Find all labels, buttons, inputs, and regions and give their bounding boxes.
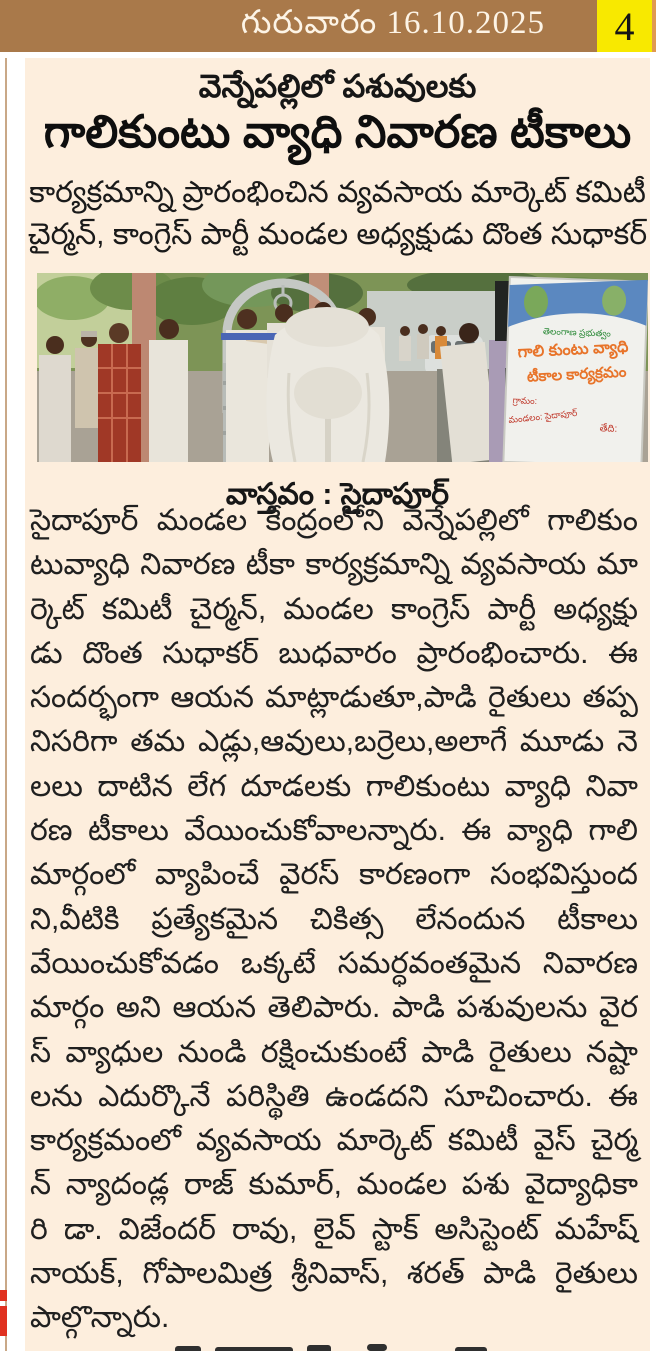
column-rule <box>5 58 7 1351</box>
photo-person <box>149 319 188 462</box>
body-line: న్ న్యాదండ్ల రాజ్ కుమార్, మండల పశు వైద్యాధికా <box>30 1168 638 1202</box>
body-line: నాయక్, గోపాలమిత్ర శ్రీనివాస్, శరత్ పాడి రైతులు <box>30 1257 638 1291</box>
body-line: మార్గంలో వ్యాపించే వైరస్ కారణంగా సంభవిస్తుంద <box>30 858 638 892</box>
banner-gov-text: తెలంగాణ ప్రభుత్వం <box>542 326 612 339</box>
right-edge-strip <box>652 0 656 52</box>
adjacent-article-sliver <box>0 1290 7 1301</box>
page-number: 4 <box>614 3 635 49</box>
body-line: ర్కెట్ కమిటీ చైర్మన్, మండల కాంగ్రెస్ పార్టీ అధ్యక్షు <box>30 592 638 626</box>
article-clipping <box>25 58 650 1351</box>
article-kicker: వెన్నేపల్లిలో పశువులకు <box>198 68 477 104</box>
body-line: సందర్భంగా ఆయన మాట్లాడుతూ,పాడి రైతులు తప్ప <box>30 681 638 715</box>
body-line: లలు దాటిన లేగ దూడలకు గాలికుంటు వ్యాధి నివా <box>30 769 638 803</box>
article-body <box>30 499 638 1341</box>
banner-field-village: గ్రామం: <box>512 395 538 407</box>
body-line: స్ వ్యాధుల నుండి రక్షించుకుంటే పాడి రైతులు నష్టా <box>30 1035 638 1069</box>
banner-field-date: తేది: <box>599 423 618 435</box>
body-line: రి డా. విజేందర్ రావు, లైవ్ స్టాక్ అసిస్టెంట్ మహేష్ <box>30 1212 638 1246</box>
body-line: మార్గం అని ఆయన తెలిపారు. పాడి పశువులను వైర <box>30 991 638 1025</box>
page-number-box <box>597 0 652 52</box>
banner-field-mandal: మండలం: సైదాపూర్ <box>507 407 578 426</box>
body-line: డు దొంత సుధాకర్ బుధవారం ప్రారంభించారు. ఈ <box>30 636 638 670</box>
photo-background-people <box>399 324 447 361</box>
body-line: వేయించుకోవడం ఒక్కటే సమర్ధవంతమైన నివారణ <box>30 946 638 980</box>
subheadline-line-2: చైర్మన్, కాంగ్రెస్ పార్టీ మండల అధ్యక్షుడు దొంత సుధాకర్ <box>27 218 648 251</box>
adjacent-article-sliver <box>0 1306 7 1336</box>
body-line: ని,వీటికి ప్రత్యేకమైన చికిత్స లేనందున టీకాలు <box>30 902 638 936</box>
news-photo-scene <box>37 273 648 462</box>
article-headline: గాలికుంటు వ్యాధి నివారణ టీకాలు <box>43 106 632 157</box>
body-line: పాల్గొన్నారు. <box>30 1301 170 1335</box>
body-line: లను ఎదుర్కొనే పరిస్థితి ఉండదని సూచించారు. ఈ <box>30 1079 638 1113</box>
subheadline-line-1: కార్యక్రమాన్ని ప్రారంభించిన వ్యవసాయ మార్కెట్ కమిటీ <box>29 176 646 209</box>
banner-title-line1: గాలి కుంటు వ్యాధి <box>517 338 629 362</box>
photo-cow <box>266 307 389 462</box>
article-subheadline <box>25 172 650 256</box>
body-line: టువ్యాధి నివారణ టీకా కార్యక్రమాన్ని వ్యవసాయ మా <box>30 548 638 582</box>
article-dateline: వాస్తవం : సైదాపూర్ <box>225 478 450 511</box>
edition-date: గురువారం 16.10.2025 <box>240 4 545 41</box>
body-line: సైదాపూర్ మండల కేంద్రంలోని వెన్నేపల్లిలో గాలికుం <box>30 504 638 537</box>
body-line: రణ టీకాలు వేయించుకోవాలన్నారు. ఈ వ్యాధి గాలి <box>30 814 638 848</box>
photo-banner <box>503 275 647 462</box>
page-header-bar <box>0 0 597 52</box>
news-photo <box>37 273 648 462</box>
body-line: కార్యక్రమంలో వ్యవసాయ మార్కెట్ కమిటీ వైస్ చైర్మ <box>30 1124 638 1158</box>
banner-title-line2: టీకాల కార్యక్రమం <box>526 363 627 386</box>
body-line: నిసరిగా తమ ఎడ్లు,ఆవులు,బర్రెలు,అలాగే మూడు నె <box>30 725 638 759</box>
